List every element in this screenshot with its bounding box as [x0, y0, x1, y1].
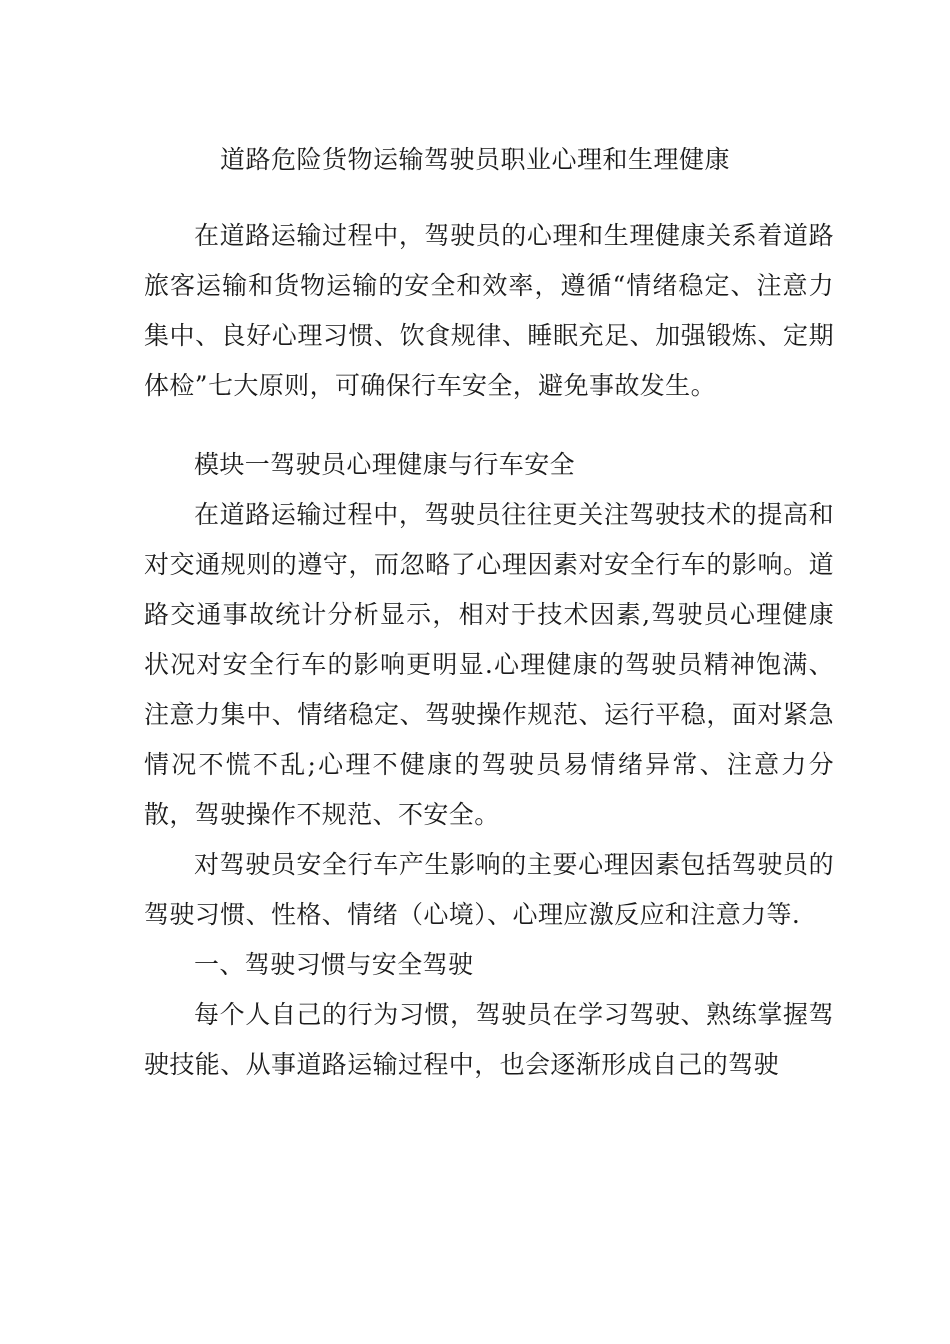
section-paragraph: 每个人自己的行为习惯，驾驶员在学习驾驶、熟练掌握驾驶技能、从事道路运输过程中，也会逐渐形成自己的驾驶: [144, 1000, 834, 1079]
intro-section: [144, 211, 834, 411]
module-paragraph-1: 在道路运输过程中，驾驶员往往更关注驾驶技术的提高和对交通规则的遵守，而忽略了心理因素对安全行车的影响。道路交通事故统计分析显示，相对于技术因素,驾驶员心理健康状况对安全行车的影响更明显.心理健康的驾驶员精神饱满、注意力集中、情绪稳定、驾驶操作规范、运行平稳，面对紧急情况不慌不乱;心理不健康的驾驶员易情绪异常、注意力分散，驾驶操作不规范、不安全。: [144, 500, 834, 829]
module-section: [144, 440, 834, 1090]
module-paragraph-2: 对驾驶员安全行车产生影响的主要心理因素包括驾驶员的驾驶习惯、性格、情绪（心境）、心理应激反应和注意力等.: [144, 850, 834, 929]
section-heading: 一、驾驶习惯与安全驾驶: [194, 950, 474, 979]
module-heading: 模块一驾驶员心理健康与行车安全: [194, 450, 576, 479]
document-title: 道路危险货物运输驾驶员职业心理和生理健康: [219, 145, 730, 174]
intro-paragraph: 在道路运输过程中，驾驶员的心理和生理健康关系着道路旅客运输和货物运输的安全和效率，遵循“情绪稳定、注意力集中、良好心理习惯、饮食规律、睡眠充足、加强锻炼、定期体检”七大原则，可确保行车安全，避免事故发生。: [144, 221, 834, 400]
